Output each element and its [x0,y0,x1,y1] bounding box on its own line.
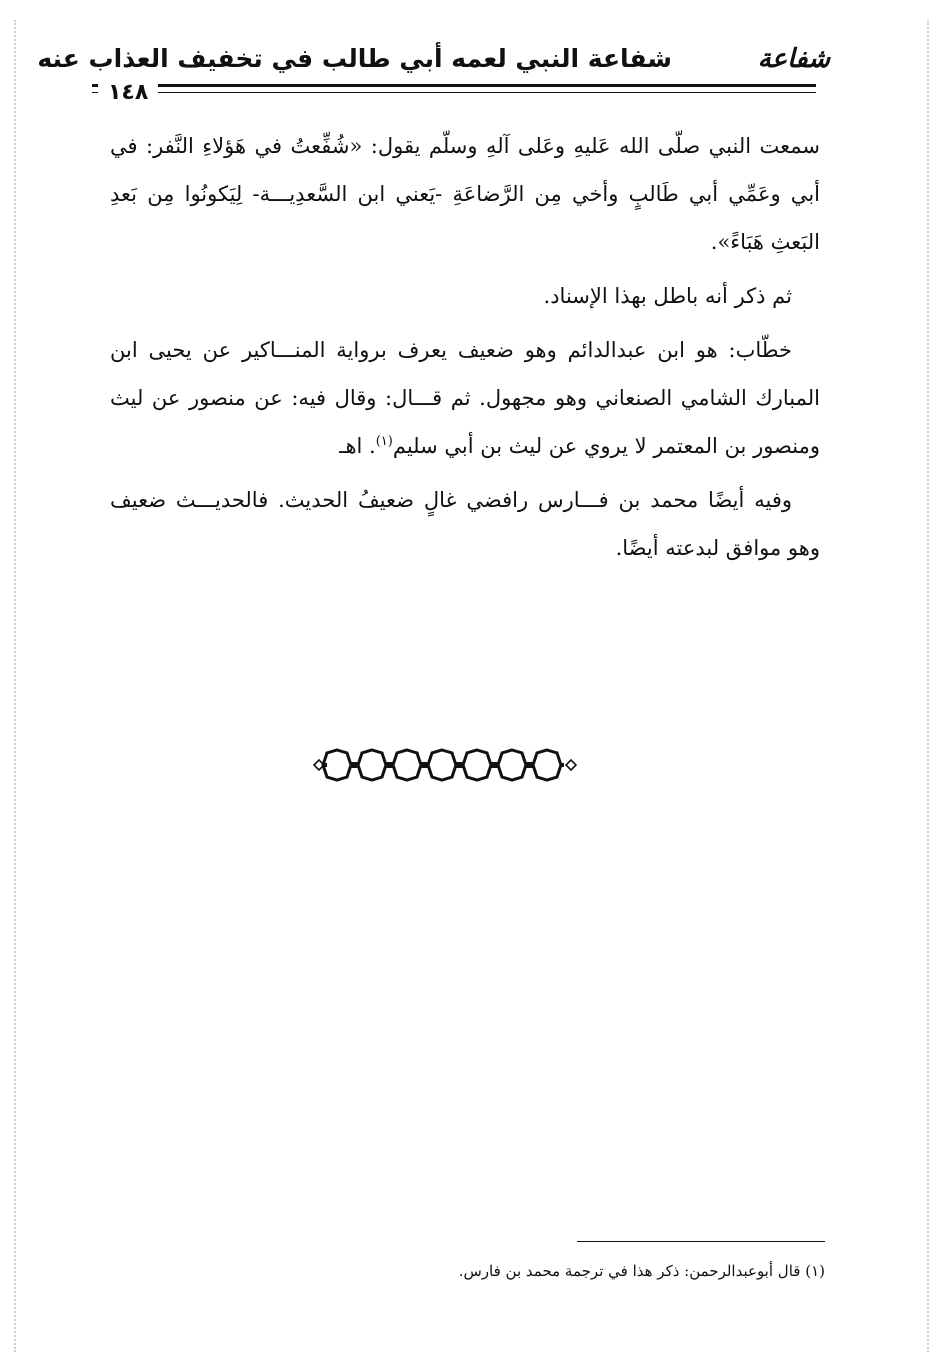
page-header [37,36,830,106]
footnote-separator [577,1241,825,1242]
page-number: ١٤٨ [98,80,158,105]
header-rule-thin [92,92,816,93]
paragraph-ruling: ثم ذكر أنه باطل بهذا الإسناد. [543,284,792,308]
paragraph-narrator [110,326,820,470]
paragraph-hadith: سمعت النبي صلّى الله عَليهِ وعَلى آلهِ وسلّم يقول: «شُفِّعتُ في هَؤلاءِ النَّفر: في أبي وعَمِّي أبي طَالبٍ وأخي مِن الرَّضاعَةِ -يَعني ابن السَّعدِيـــة- لِيَكونُوا مِن بَعدِ البَعثِ هَبَاءً». [110,134,820,254]
footnote [110,1262,825,1280]
decorative-divider-icon [312,742,578,788]
scan-margin-left [14,20,16,1352]
page-title: شفاعة النبي لعمه أبي طالب في تخفيف العذاب عنه [37,44,672,73]
header-logo-calligraphy: شفاعة [757,44,830,74]
paragraph-conclusion: وفيه أيضًا محمد بن فـــارس رافضي غالٍ ضعيفُ الحديث. فالحديـــث ضعيف وهو موافق لبدعته أيضًا. [110,488,820,560]
paragraph-narrator-end: . اهـ [339,434,376,458]
footnote-text: قال أبوعبدالرحمن: ذكر هذا في ترجمة محمد بن فارس. [458,1262,801,1280]
footnote-reference[interactable]: (١) [375,434,393,449]
header-rule-thick [92,84,816,87]
paragraph-narrator-text: خطّاب: هو ابن عبدالدائم وهو ضعيف يعرف برواية المنـــاكير عن يحيى ابن المبارك الشامي الصنعاني وهو مجهول. ثم قـــال: وقال فيه: عن منصور عن ليث ومنصور بن المعتمر لا يروي عن ليث بن أبي سليم [110,338,820,458]
main-text [110,122,820,572]
footnote-marker: (١) [805,1262,825,1280]
scan-margin-right [927,20,929,1352]
